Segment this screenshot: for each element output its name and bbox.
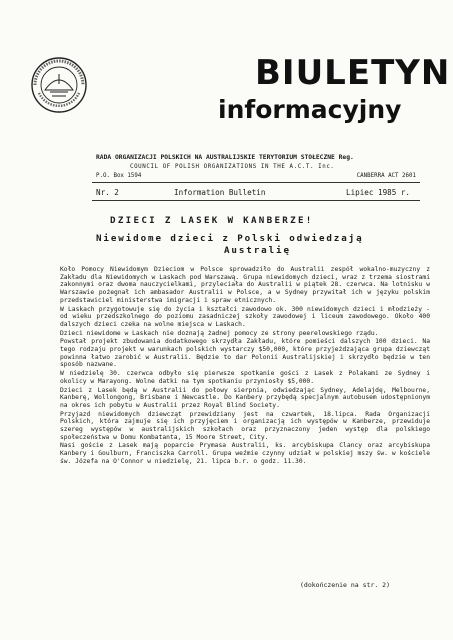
article-paragraph: Koło Pomocy Niewidomym Dzieciom w Polsce sprowadziło do Australii zespół wokalno-muzyczny z Zakładu dla Niewidomych w Laskach pod Warszawą. Grupa niewidomych dzieci, wraz z trzema siostrami zakonnymi oraz dwoma nauczycielkami, przyleciała do Australii w piątek 28. czerwca. Na lotnisku w Warszawie pożegnał ich ambasador Australii w Polsce, a w Sydney przywitał ich w języku polskim przedstawiciel ministerstwa imigracji i spraw etnicznych.	[60, 266, 430, 304]
organization-name-polish: RADA ORGANIZACJI POLSKICH NA AUSTRALIJSKIE TERYTORIUM STOŁECZNE Reg.	[96, 154, 354, 161]
organization-name-english: COUNCIL OF POLISH ORGANIZATIONS IN THE A.C.T. Inc.	[130, 164, 335, 170]
article-headline: DZIECI Z LASEK W KANBERZE!	[110, 215, 314, 226]
issue-date: Lipiec 1985 r.	[346, 188, 411, 197]
article-paragraph: W Laskach przygotowuje się do życia i kształci zawodowo ok. 300 niewidomych dzieci i młodzieży - od wieku przedszkolnego do poziomu zasadniczej szkoły zawodowej i liceum zawodowego. Około 400 dalszych dzieci czeka na wolne miejsca w Laskach.	[60, 305, 430, 328]
bulletin-title: BIULETYN	[255, 53, 451, 93]
bulletin-label: Information Bulletin	[174, 188, 266, 197]
header-divider-top	[92, 182, 420, 183]
organization-seal-icon	[30, 56, 88, 114]
article-paragraph: Powstał projekt zbudowania dodatkowego skrzydła Zakładu, które pomieści dalszych 100 dzieci. Na tego rodzaju projekt w warunkach polskich wystarczy $50,000, które przyjeżdzająca grupa dziewcząt powinna łatwo zarobić w Australii. Będzie to dar Polonii Australijskiej i skrzydło będzie w ten sposób nazwane.	[60, 338, 430, 369]
article-paragraph: Dzieci z Lasek będą w Australii do połowy sierpnia, odwiedzając Sydney, Adelajdę, Melbourne, Kanberę, Wollongong, Brisbane i Newcastle. Do Kanbery przybędą specjalnym autobusem udostępnionym na okres ich pobytu w Australii przez Royal Blind Society.	[60, 386, 430, 409]
po-box: P.O. Box 1594	[96, 173, 142, 179]
article-body	[60, 266, 430, 467]
article-subheadline: Niewidome dzieci z Polski odwiedzają	[96, 233, 364, 244]
article-paragraph: W niedzielę 30. czerwca odbyło się pierwsze spotkanie gości z Lasek z Polakami ze Sydney i okolicy w Marayong. Wolne datki na tym spotkaniu przyniosły $5,000.	[60, 370, 430, 385]
header-divider-bottom	[92, 200, 420, 201]
article-paragraph: Dzieci niewidome w Laskach nie doznają żadnej pomocy ze strony peerelowskiego rządu.	[60, 329, 379, 337]
issue-number: Nr. 2	[96, 188, 119, 197]
address-row	[96, 173, 416, 179]
continued-note: (dokończenie na str. 2)	[300, 581, 391, 589]
article-paragraph: Przyjazd niewidomych dziewcząt przewidziany jest na czwartek, 18.lipca. Rada Organizacji Polskich, która zajmuje się ich przyjęciem i organizacją ich występów w Kanberze, przewiduje szereg występów w australijskich szkołach oraz przyznaczony jeden występ dla polskiego społeczeństwa w Domu Kombatanta, 15 Moore Street, City.	[60, 410, 430, 441]
article-paragraph: Nasi goście z Lasek mają poparcie Prymasa Australii, ks. arcybiskupa Clancy oraz arcybiskupa Kanbery i Goulburn, Franciszka Carroll. Grupa weźmie czynny udział w polskiej mszy św. w kościele św. Józefa na O'Connor w niedzielę, 21. lipca b.r. o godz. 11.30.	[60, 442, 430, 465]
bulletin-subtitle: informacyjny	[218, 95, 402, 124]
city-postcode: CANBERRA ACT 2601	[356, 173, 416, 179]
article-subheadline-cont: Australię	[224, 245, 291, 256]
